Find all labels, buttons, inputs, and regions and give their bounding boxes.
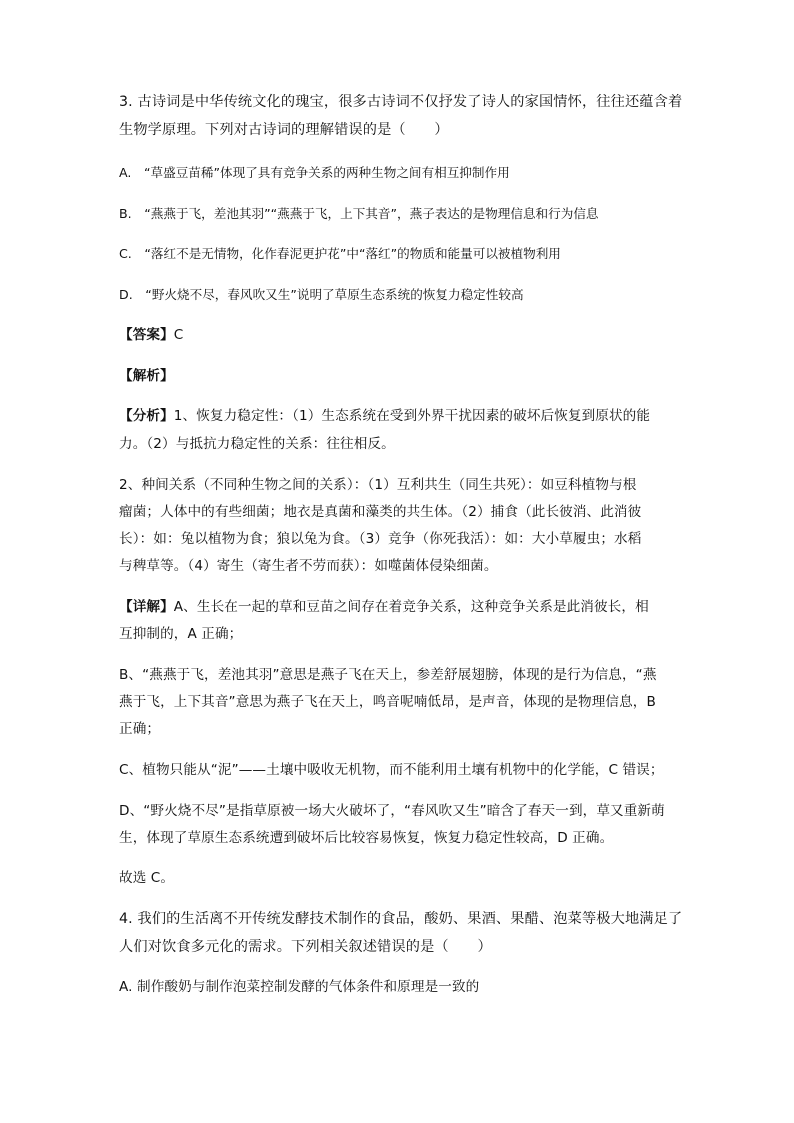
fenxi-line-6: 与稗草等。（4）寄生（寄生者不劳而获）：如噬菌体侵染细菌。 <box>119 558 498 574</box>
q4-stem-line-2: 人们对饮食多元化的需求。下列相关叙述错误的是（ ） <box>119 939 492 955</box>
q3-option-c: C. “落红不是无情物，化作春泥更护花”中“落红”的物质和能量可以被植物利用 <box>119 246 561 261</box>
answer-value: C <box>173 327 184 343</box>
xiangjie-line-1 <box>119 597 649 617</box>
xiangjie-line-7: D、“野火烧不尽”是指草原被一场大火破坏了，“春风吹又生”暗含了春天一到，草又重新萌 <box>119 803 665 819</box>
q4-stem-line-1: 4. 我们的生活离不开传统发酵技术制作的食品，酸奶、果酒、果醋、泡菜等极大地满足了 <box>119 911 683 927</box>
q3-answer <box>119 325 183 345</box>
xiangjie-label: 【详解】 <box>119 599 174 615</box>
fenxi-line-3: 2、种间关系（不同种生物之间的关系）：（1）互利共生（同生共死）：如豆科植物与根 <box>119 477 637 493</box>
xiangjie-line-9: 故选 C。 <box>119 870 175 886</box>
q3-stem-line-2: 生物学原理。下列对古诗词的理解错误的是（ ） <box>119 122 449 138</box>
xiangjie-line-6: C、植物只能从“泥”——土壤中吸收无机物，而不能利用土壤有机物中的化学能，C 错误； <box>119 762 664 778</box>
q3-stem-line-1: 3. 古诗词是中华传统文化的瑰宝，很多古诗词不仅抒发了诗人的家国情怀，往往还蕴含着 <box>119 94 683 110</box>
q3-option-b: B. “燕燕于飞，差池其羽”“燕燕于飞，上下其音”，燕子表达的是物理信息和行为信息 <box>119 206 599 221</box>
answer-label: 【答案】 <box>119 327 174 343</box>
fenxi-line-1 <box>119 406 650 426</box>
xiangjie-line-4: 燕于飞，上下其音”意思为燕子飞在天上，鸣音呢喃低昂，是声音，体现的是物理信息，B <box>119 694 656 710</box>
xiangjie-line-5: 正确； <box>119 721 161 737</box>
fenxi-line-4: 瘤菌；人体中的有些细菌；地衣是真菌和藻类的共生体。（2）捕食（此长彼消、此消彼 <box>119 504 642 520</box>
xiangjie-line-8: 生，体现了草原生态系统遭到破坏后比较容易恢复，恢复力稳定性较高，D 正确。 <box>119 830 614 846</box>
fenxi-line-2: 力。（2）与抵抗力稳定性的关系：往往相反。 <box>119 436 395 452</box>
analysis-label: 【解析】 <box>119 368 174 384</box>
q3-option-a: A. “草盛豆苗稀”体现了具有竞争关系的两种生物之间有相互抑制作用 <box>119 165 510 180</box>
xiangjie-line-2: 互抑制的，A 正确； <box>119 626 243 642</box>
xiangjie-line-3: B、“燕燕于飞，差池其羽”意思是燕子飞在天上，参差舒展翅膀，体现的是行为信息，“燕 <box>119 667 657 683</box>
fenxi-line-5: 长）：如：兔以植物为食；狼以兔为食。（3）竞争（你死我活）：如：大小草履虫；水稻 <box>119 531 642 547</box>
fenxi-text-1: 1、恢复力稳定性：（1）生态系统在受到外界干扰因素的破坏后恢复到原状的能 <box>173 408 651 424</box>
q3-option-d: D. “野火烧不尽，春风吹又生”说明了草原生态系统的恢复力稳定性较高 <box>119 287 524 302</box>
q4-option-a: A. 制作酸奶与制作泡菜控制发酵的气体条件和原理是一致的 <box>119 979 480 995</box>
fenxi-label: 【分析】 <box>119 408 174 424</box>
xiangjie-text-1: A、生长在一起的草和豆苗之间存在着竞争关系，这种竞争关系是此消彼长，相 <box>173 599 649 615</box>
